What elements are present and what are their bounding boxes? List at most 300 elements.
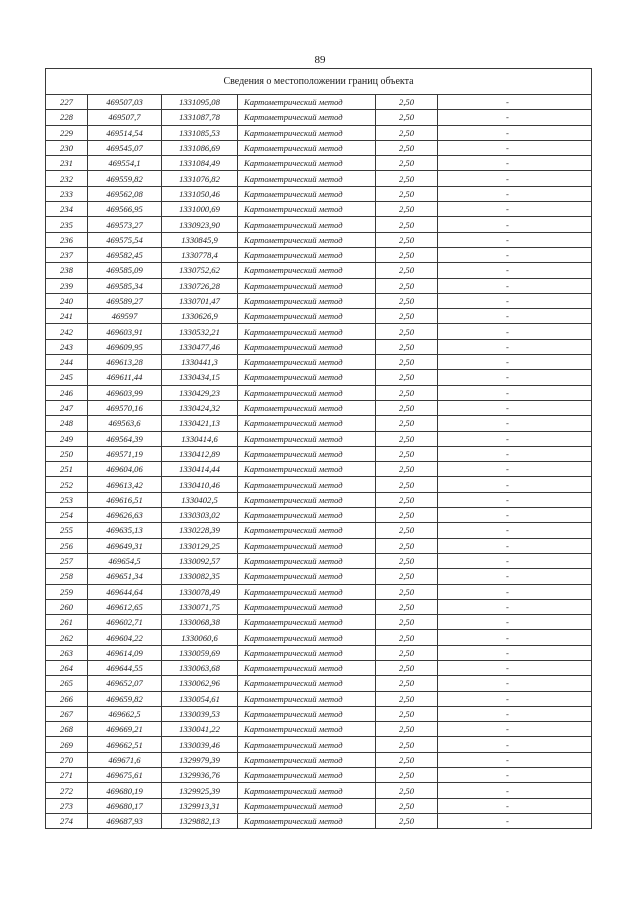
note-cell: - bbox=[438, 324, 592, 339]
point-number-cell: 263 bbox=[46, 645, 88, 660]
table-row bbox=[46, 492, 592, 507]
accuracy-cell: 2,50 bbox=[376, 278, 438, 293]
point-number-cell: 264 bbox=[46, 660, 88, 675]
table-row bbox=[46, 737, 592, 752]
method-cell: Картометрический метод bbox=[238, 813, 376, 828]
point-number-cell: 251 bbox=[46, 462, 88, 477]
note-cell: - bbox=[438, 278, 592, 293]
note-cell: - bbox=[438, 615, 592, 630]
point-number-cell: 236 bbox=[46, 232, 88, 247]
point-number-cell: 237 bbox=[46, 247, 88, 262]
accuracy-cell: 2,50 bbox=[376, 217, 438, 232]
point-number-cell: 242 bbox=[46, 324, 88, 339]
accuracy-cell: 2,50 bbox=[376, 599, 438, 614]
accuracy-cell: 2,50 bbox=[376, 186, 438, 201]
table-row bbox=[46, 706, 592, 721]
note-cell: - bbox=[438, 370, 592, 385]
point-number-cell: 229 bbox=[46, 125, 88, 140]
method-cell: Картометрический метод bbox=[238, 630, 376, 645]
note-cell: - bbox=[438, 508, 592, 523]
coord-x-cell: 469654,5 bbox=[88, 553, 162, 568]
method-cell: Картометрический метод bbox=[238, 140, 376, 155]
coord-x-cell: 469687,93 bbox=[88, 813, 162, 828]
table-row bbox=[46, 95, 592, 110]
note-cell: - bbox=[438, 95, 592, 110]
coord-x-cell: 469562,08 bbox=[88, 186, 162, 201]
note-cell: - bbox=[438, 416, 592, 431]
coord-x-cell: 469602,71 bbox=[88, 615, 162, 630]
method-cell: Картометрический метод bbox=[238, 783, 376, 798]
coord-y-cell: 1330039,53 bbox=[162, 706, 238, 721]
note-cell: - bbox=[438, 140, 592, 155]
method-cell: Картометрический метод bbox=[238, 798, 376, 813]
table-row bbox=[46, 385, 592, 400]
coord-x-cell: 469675,61 bbox=[88, 768, 162, 783]
accuracy-cell: 2,50 bbox=[376, 584, 438, 599]
accuracy-cell: 2,50 bbox=[376, 798, 438, 813]
coord-x-cell: 469585,34 bbox=[88, 278, 162, 293]
table-row bbox=[46, 599, 592, 614]
table-row bbox=[46, 110, 592, 125]
note-cell: - bbox=[438, 355, 592, 370]
method-cell: Картометрический метод bbox=[238, 171, 376, 186]
accuracy-cell: 2,50 bbox=[376, 416, 438, 431]
method-cell: Картометрический метод bbox=[238, 676, 376, 691]
coord-x-cell: 469614,09 bbox=[88, 645, 162, 660]
accuracy-cell: 2,50 bbox=[376, 293, 438, 308]
coord-x-cell: 469603,91 bbox=[88, 324, 162, 339]
coord-x-cell: 469604,06 bbox=[88, 462, 162, 477]
coord-y-cell: 1330532,21 bbox=[162, 324, 238, 339]
table-row bbox=[46, 477, 592, 492]
point-number-cell: 271 bbox=[46, 768, 88, 783]
accuracy-cell: 2,50 bbox=[376, 737, 438, 752]
point-number-cell: 268 bbox=[46, 722, 88, 737]
coord-y-cell: 1330441,3 bbox=[162, 355, 238, 370]
point-number-cell: 235 bbox=[46, 217, 88, 232]
coord-y-cell: 1330434,15 bbox=[162, 370, 238, 385]
note-cell: - bbox=[438, 477, 592, 492]
method-cell: Картометрический метод bbox=[238, 538, 376, 553]
coord-y-cell: 1331086,69 bbox=[162, 140, 238, 155]
accuracy-cell: 2,50 bbox=[376, 309, 438, 324]
table-row bbox=[46, 370, 592, 385]
note-cell: - bbox=[438, 125, 592, 140]
coord-x-cell: 469575,54 bbox=[88, 232, 162, 247]
coord-y-cell: 1330068,38 bbox=[162, 615, 238, 630]
accuracy-cell: 2,50 bbox=[376, 400, 438, 415]
coord-y-cell: 1330923,90 bbox=[162, 217, 238, 232]
table-row bbox=[46, 523, 592, 538]
coord-x-cell: 469603,99 bbox=[88, 385, 162, 400]
point-number-cell: 234 bbox=[46, 202, 88, 217]
accuracy-cell: 2,50 bbox=[376, 95, 438, 110]
note-cell: - bbox=[438, 247, 592, 262]
coord-y-cell: 1330845,9 bbox=[162, 232, 238, 247]
table-row bbox=[46, 293, 592, 308]
note-cell: - bbox=[438, 462, 592, 477]
accuracy-cell: 2,50 bbox=[376, 202, 438, 217]
coord-x-cell: 469571,19 bbox=[88, 446, 162, 461]
point-number-cell: 257 bbox=[46, 553, 88, 568]
coord-y-cell: 1330054,61 bbox=[162, 691, 238, 706]
coord-x-cell: 469507,7 bbox=[88, 110, 162, 125]
coord-x-cell: 469604,22 bbox=[88, 630, 162, 645]
accuracy-cell: 2,50 bbox=[376, 752, 438, 767]
method-cell: Картометрический метод bbox=[238, 186, 376, 201]
table-row bbox=[46, 217, 592, 232]
accuracy-cell: 2,50 bbox=[376, 431, 438, 446]
method-cell: Картометрический метод bbox=[238, 95, 376, 110]
point-number-cell: 272 bbox=[46, 783, 88, 798]
point-number-cell: 240 bbox=[46, 293, 88, 308]
coord-y-cell: 1330402,5 bbox=[162, 492, 238, 507]
method-cell: Картометрический метод bbox=[238, 615, 376, 630]
note-cell: - bbox=[438, 676, 592, 691]
note-cell: - bbox=[438, 217, 592, 232]
accuracy-cell: 2,50 bbox=[376, 324, 438, 339]
method-cell: Картометрический метод bbox=[238, 446, 376, 461]
method-cell: Картометрический метод bbox=[238, 569, 376, 584]
point-number-cell: 232 bbox=[46, 171, 88, 186]
note-cell: - bbox=[438, 385, 592, 400]
coord-x-cell: 469671,6 bbox=[88, 752, 162, 767]
table-row bbox=[46, 263, 592, 278]
point-number-cell: 231 bbox=[46, 156, 88, 171]
accuracy-cell: 2,50 bbox=[376, 232, 438, 247]
coord-x-cell: 469659,82 bbox=[88, 691, 162, 706]
table-row bbox=[46, 140, 592, 155]
table-row bbox=[46, 660, 592, 675]
point-number-cell: 248 bbox=[46, 416, 88, 431]
coord-y-cell: 1330082,35 bbox=[162, 569, 238, 584]
point-number-cell: 253 bbox=[46, 492, 88, 507]
method-cell: Картометрический метод bbox=[238, 400, 376, 415]
table-row bbox=[46, 156, 592, 171]
boundary-coordinates-table bbox=[45, 68, 592, 829]
accuracy-cell: 2,50 bbox=[376, 156, 438, 171]
note-cell: - bbox=[438, 813, 592, 828]
note-cell: - bbox=[438, 645, 592, 660]
accuracy-cell: 2,50 bbox=[376, 462, 438, 477]
table-row bbox=[46, 584, 592, 599]
table-row bbox=[46, 630, 592, 645]
point-number-cell: 245 bbox=[46, 370, 88, 385]
coord-y-cell: 1329925,39 bbox=[162, 783, 238, 798]
coord-x-cell: 469680,19 bbox=[88, 783, 162, 798]
coord-x-cell: 469554,1 bbox=[88, 156, 162, 171]
coord-y-cell: 1329882,13 bbox=[162, 813, 238, 828]
point-number-cell: 254 bbox=[46, 508, 88, 523]
method-cell: Картометрический метод bbox=[238, 263, 376, 278]
note-cell: - bbox=[438, 798, 592, 813]
note-cell: - bbox=[438, 722, 592, 737]
note-cell: - bbox=[438, 171, 592, 186]
coord-x-cell: 469680,17 bbox=[88, 798, 162, 813]
method-cell: Картометрический метод bbox=[238, 477, 376, 492]
accuracy-cell: 2,50 bbox=[376, 553, 438, 568]
coord-y-cell: 1329913,31 bbox=[162, 798, 238, 813]
table-row bbox=[46, 355, 592, 370]
coord-x-cell: 469545,07 bbox=[88, 140, 162, 155]
note-cell: - bbox=[438, 202, 592, 217]
method-cell: Картометрический метод bbox=[238, 737, 376, 752]
coord-y-cell: 1331095,08 bbox=[162, 95, 238, 110]
note-cell: - bbox=[438, 156, 592, 171]
note-cell: - bbox=[438, 523, 592, 538]
coord-y-cell: 1330477,46 bbox=[162, 339, 238, 354]
coord-y-cell: 1330626,9 bbox=[162, 309, 238, 324]
point-number-cell: 260 bbox=[46, 599, 88, 614]
method-cell: Картометрический метод bbox=[238, 324, 376, 339]
table-row bbox=[46, 202, 592, 217]
note-cell: - bbox=[438, 630, 592, 645]
table-row bbox=[46, 232, 592, 247]
coord-y-cell: 1331000,69 bbox=[162, 202, 238, 217]
coord-y-cell: 1330060,6 bbox=[162, 630, 238, 645]
accuracy-cell: 2,50 bbox=[376, 171, 438, 186]
method-cell: Картометрический метод bbox=[238, 462, 376, 477]
note-cell: - bbox=[438, 584, 592, 599]
coord-x-cell: 469564,39 bbox=[88, 431, 162, 446]
page-number: 89 bbox=[314, 54, 326, 66]
table-row bbox=[46, 508, 592, 523]
table-row bbox=[46, 722, 592, 737]
coord-x-cell: 469507,03 bbox=[88, 95, 162, 110]
coord-y-cell: 1330421,13 bbox=[162, 416, 238, 431]
table-row bbox=[46, 752, 592, 767]
coord-y-cell: 1330039,46 bbox=[162, 737, 238, 752]
coord-x-cell: 469609,95 bbox=[88, 339, 162, 354]
coord-x-cell: 469582,45 bbox=[88, 247, 162, 262]
table-row bbox=[46, 400, 592, 415]
coord-x-cell: 469662,51 bbox=[88, 737, 162, 752]
point-number-cell: 273 bbox=[46, 798, 88, 813]
table-row bbox=[46, 538, 592, 553]
table-row bbox=[46, 247, 592, 262]
coord-x-cell: 469613,28 bbox=[88, 355, 162, 370]
coord-y-cell: 1329936,76 bbox=[162, 768, 238, 783]
note-cell: - bbox=[438, 783, 592, 798]
method-cell: Картометрический метод bbox=[238, 232, 376, 247]
point-number-cell: 274 bbox=[46, 813, 88, 828]
method-cell: Картометрический метод bbox=[238, 553, 376, 568]
note-cell: - bbox=[438, 293, 592, 308]
coord-y-cell: 1330059,69 bbox=[162, 645, 238, 660]
note-cell: - bbox=[438, 569, 592, 584]
coord-y-cell: 1330410,46 bbox=[162, 477, 238, 492]
coord-y-cell: 1330062,96 bbox=[162, 676, 238, 691]
coord-y-cell: 1331087,78 bbox=[162, 110, 238, 125]
accuracy-cell: 2,50 bbox=[376, 125, 438, 140]
table-row bbox=[46, 813, 592, 828]
coord-y-cell: 1330071,75 bbox=[162, 599, 238, 614]
method-cell: Картометрический метод bbox=[238, 722, 376, 737]
coord-y-cell: 1330424,32 bbox=[162, 400, 238, 415]
table-caption: Сведения о местоположении границ объекта bbox=[46, 69, 592, 95]
coord-y-cell: 1330778,4 bbox=[162, 247, 238, 262]
method-cell: Картометрический метод bbox=[238, 416, 376, 431]
accuracy-cell: 2,50 bbox=[376, 110, 438, 125]
coord-x-cell: 469635,13 bbox=[88, 523, 162, 538]
note-cell: - bbox=[438, 110, 592, 125]
method-cell: Картометрический метод bbox=[238, 492, 376, 507]
accuracy-cell: 2,50 bbox=[376, 339, 438, 354]
accuracy-cell: 2,50 bbox=[376, 477, 438, 492]
method-cell: Картометрический метод bbox=[238, 706, 376, 721]
coord-y-cell: 1330701,47 bbox=[162, 293, 238, 308]
table-row bbox=[46, 615, 592, 630]
method-cell: Картометрический метод bbox=[238, 385, 376, 400]
note-cell: - bbox=[438, 400, 592, 415]
accuracy-cell: 2,50 bbox=[376, 492, 438, 507]
coord-x-cell: 469559,82 bbox=[88, 171, 162, 186]
method-cell: Картометрический метод bbox=[238, 355, 376, 370]
table-row bbox=[46, 783, 592, 798]
method-cell: Картометрический метод bbox=[238, 278, 376, 293]
accuracy-cell: 2,50 bbox=[376, 706, 438, 721]
table-row bbox=[46, 309, 592, 324]
method-cell: Картометрический метод bbox=[238, 110, 376, 125]
point-number-cell: 238 bbox=[46, 263, 88, 278]
table-row bbox=[46, 645, 592, 660]
coord-y-cell: 1330303,02 bbox=[162, 508, 238, 523]
point-number-cell: 266 bbox=[46, 691, 88, 706]
coord-x-cell: 469611,44 bbox=[88, 370, 162, 385]
coord-x-cell: 469566,95 bbox=[88, 202, 162, 217]
note-cell: - bbox=[438, 263, 592, 278]
accuracy-cell: 2,50 bbox=[376, 523, 438, 538]
coord-y-cell: 1331084,49 bbox=[162, 156, 238, 171]
coord-y-cell: 1331076,82 bbox=[162, 171, 238, 186]
method-cell: Картометрический метод bbox=[238, 645, 376, 660]
accuracy-cell: 2,50 bbox=[376, 660, 438, 675]
method-cell: Картометрический метод bbox=[238, 156, 376, 171]
note-cell: - bbox=[438, 431, 592, 446]
coord-x-cell: 469573,27 bbox=[88, 217, 162, 232]
coord-y-cell: 1330429,23 bbox=[162, 385, 238, 400]
accuracy-cell: 2,50 bbox=[376, 768, 438, 783]
accuracy-cell: 2,50 bbox=[376, 645, 438, 660]
accuracy-cell: 2,50 bbox=[376, 140, 438, 155]
point-number-cell: 227 bbox=[46, 95, 88, 110]
method-cell: Картометрический метод bbox=[238, 247, 376, 262]
note-cell: - bbox=[438, 492, 592, 507]
point-number-cell: 233 bbox=[46, 186, 88, 201]
table-row bbox=[46, 768, 592, 783]
point-number-cell: 241 bbox=[46, 309, 88, 324]
accuracy-cell: 2,50 bbox=[376, 615, 438, 630]
accuracy-cell: 2,50 bbox=[376, 813, 438, 828]
accuracy-cell: 2,50 bbox=[376, 263, 438, 278]
point-number-cell: 252 bbox=[46, 477, 88, 492]
note-cell: - bbox=[438, 186, 592, 201]
method-cell: Картометрический метод bbox=[238, 293, 376, 308]
accuracy-cell: 2,50 bbox=[376, 508, 438, 523]
accuracy-cell: 2,50 bbox=[376, 247, 438, 262]
method-cell: Картометрический метод bbox=[238, 768, 376, 783]
coord-x-cell: 469651,34 bbox=[88, 569, 162, 584]
point-number-cell: 250 bbox=[46, 446, 88, 461]
point-number-cell: 249 bbox=[46, 431, 88, 446]
accuracy-cell: 2,50 bbox=[376, 538, 438, 553]
note-cell: - bbox=[438, 691, 592, 706]
point-number-cell: 261 bbox=[46, 615, 88, 630]
method-cell: Картометрический метод bbox=[238, 217, 376, 232]
point-number-cell: 246 bbox=[46, 385, 88, 400]
coord-x-cell: 469589,27 bbox=[88, 293, 162, 308]
note-cell: - bbox=[438, 660, 592, 675]
coord-y-cell: 1330078,49 bbox=[162, 584, 238, 599]
coord-x-cell: 469563,6 bbox=[88, 416, 162, 431]
table-row bbox=[46, 446, 592, 461]
table-row bbox=[46, 416, 592, 431]
accuracy-cell: 2,50 bbox=[376, 370, 438, 385]
note-cell: - bbox=[438, 599, 592, 614]
table-row bbox=[46, 186, 592, 201]
method-cell: Картометрический метод bbox=[238, 125, 376, 140]
note-cell: - bbox=[438, 339, 592, 354]
method-cell: Картометрический метод bbox=[238, 431, 376, 446]
coord-y-cell: 1330041,22 bbox=[162, 722, 238, 737]
accuracy-cell: 2,50 bbox=[376, 569, 438, 584]
note-cell: - bbox=[438, 768, 592, 783]
coord-y-cell: 1330726,28 bbox=[162, 278, 238, 293]
table-row bbox=[46, 278, 592, 293]
coord-y-cell: 1329979,39 bbox=[162, 752, 238, 767]
coord-y-cell: 1331085,53 bbox=[162, 125, 238, 140]
coord-x-cell: 469616,51 bbox=[88, 492, 162, 507]
method-cell: Картометрический метод bbox=[238, 370, 376, 385]
table-row bbox=[46, 431, 592, 446]
table-row bbox=[46, 339, 592, 354]
point-number-cell: 247 bbox=[46, 400, 88, 415]
coord-x-cell: 469662,5 bbox=[88, 706, 162, 721]
accuracy-cell: 2,50 bbox=[376, 446, 438, 461]
accuracy-cell: 2,50 bbox=[376, 722, 438, 737]
coord-y-cell: 1330414,6 bbox=[162, 431, 238, 446]
accuracy-cell: 2,50 bbox=[376, 385, 438, 400]
point-number-cell: 269 bbox=[46, 737, 88, 752]
point-number-cell: 239 bbox=[46, 278, 88, 293]
point-number-cell: 228 bbox=[46, 110, 88, 125]
point-number-cell: 265 bbox=[46, 676, 88, 691]
method-cell: Картометрический метод bbox=[238, 691, 376, 706]
point-number-cell: 230 bbox=[46, 140, 88, 155]
coord-y-cell: 1330228,39 bbox=[162, 523, 238, 538]
accuracy-cell: 2,50 bbox=[376, 783, 438, 798]
coord-x-cell: 469652,07 bbox=[88, 676, 162, 691]
method-cell: Картометрический метод bbox=[238, 523, 376, 538]
accuracy-cell: 2,50 bbox=[376, 630, 438, 645]
table-row bbox=[46, 676, 592, 691]
coord-y-cell: 1331050,46 bbox=[162, 186, 238, 201]
table-row bbox=[46, 553, 592, 568]
table-caption-row bbox=[46, 69, 592, 95]
coord-x-cell: 469613,42 bbox=[88, 477, 162, 492]
method-cell: Картометрический метод bbox=[238, 339, 376, 354]
coord-y-cell: 1330414,44 bbox=[162, 462, 238, 477]
coord-x-cell: 469644,64 bbox=[88, 584, 162, 599]
note-cell: - bbox=[438, 309, 592, 324]
method-cell: Картометрический метод bbox=[238, 752, 376, 767]
accuracy-cell: 2,50 bbox=[376, 355, 438, 370]
coord-x-cell: 469597 bbox=[88, 309, 162, 324]
method-cell: Картометрический метод bbox=[238, 584, 376, 599]
point-number-cell: 256 bbox=[46, 538, 88, 553]
table-row bbox=[46, 798, 592, 813]
coord-x-cell: 469514,54 bbox=[88, 125, 162, 140]
